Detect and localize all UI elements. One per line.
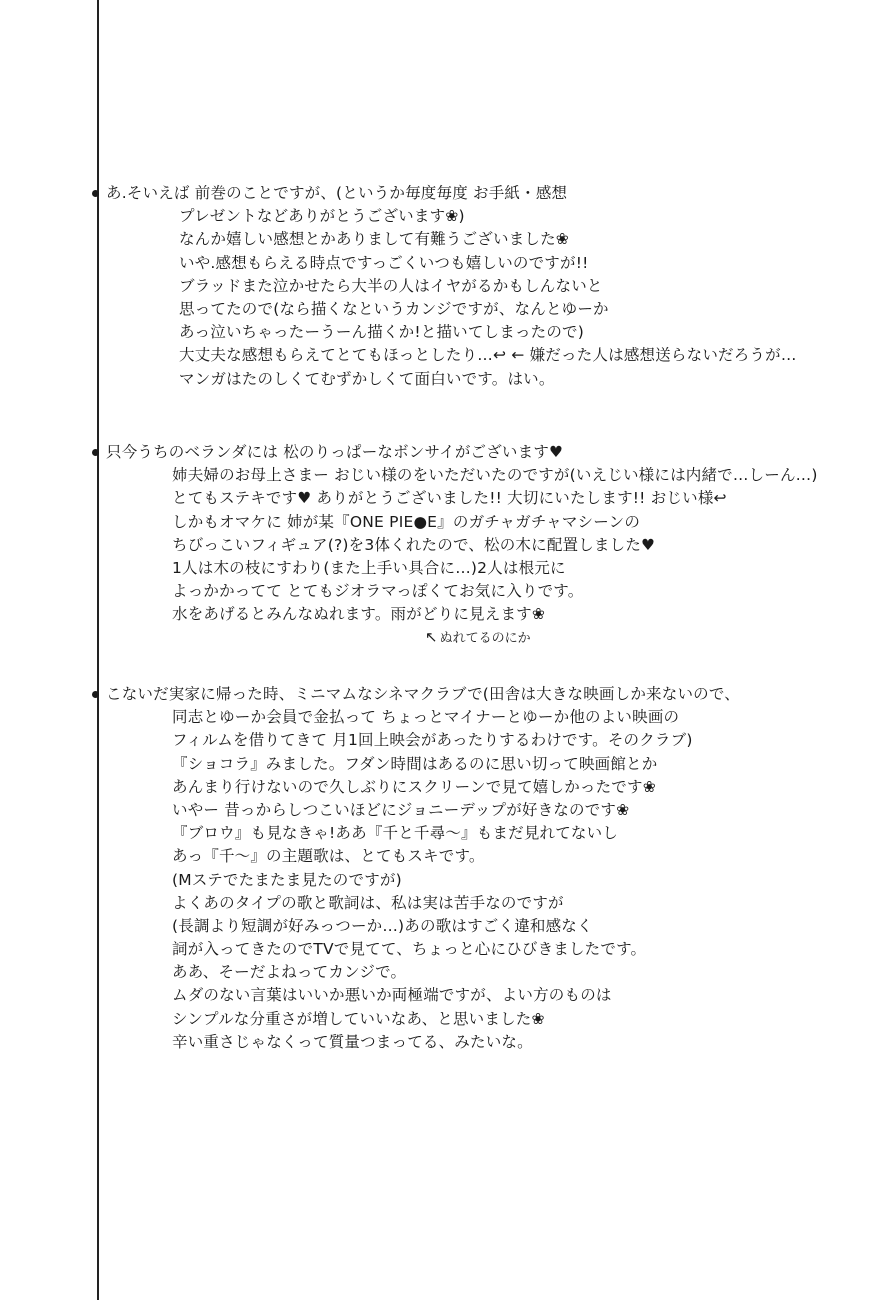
text-line: 詞が入ってきたのでTVで見てて、ちょっと心にひびきましたです。 bbox=[172, 940, 647, 959]
text-line: とてもステキです♥ ありがとうございました!! 大切にいたします!! おじい様↩ bbox=[172, 489, 727, 508]
note-section-1 bbox=[92, 182, 852, 391]
text-line: 1人は木の枝にすわり(また上手い具合に…)2人は根元に bbox=[172, 558, 566, 577]
text-line: なんか嬉しい感想とかありまして有難うございました❀ bbox=[179, 230, 569, 249]
note-section-3 bbox=[92, 683, 852, 1054]
text-line: いやー 昔っからしつこいほどにジョニーデップが好きなのです❀ bbox=[172, 800, 630, 819]
text-line: こないだ実家に帰った時、ミニマムなシネマクラブで(田舎は大きな映画しか来ないので、 bbox=[106, 685, 740, 703]
text-line: プレゼントなどありがとうございます❀) bbox=[179, 207, 465, 226]
text-line: ちびっこいフィギュア(?)を3体くれたので、松の木に配置しました♥ bbox=[172, 535, 656, 554]
text-line: ブラッドまた泣かせたら大半の人はイヤがるかもしんないと bbox=[179, 276, 603, 295]
text-line: 『ショコラ』みました。フダン時間はあるのに思い切って映画館とか bbox=[172, 754, 658, 773]
text-line: あんまり行けないので久しぶりにスクリーンで見て嬉しかったです❀ bbox=[172, 777, 656, 796]
arrow-up-left-icon: ↖ bbox=[425, 628, 438, 646]
text-line: フィルムを借りてきて 月1回上映会があったりするわけです。そのクラブ) bbox=[172, 731, 693, 750]
text-line: あっ『千〜』の主題歌は、とてもスキです。 bbox=[172, 847, 485, 866]
text-line: 辛い重さじゃなくって質量つまってる、みたいな。 bbox=[172, 1032, 533, 1051]
text-line: いや.感想もらえる時点ですっごくいつも嬉しいのですが!! bbox=[179, 253, 589, 272]
text-line: 同志とゆーか会員で金払って ちょっとマイナーとゆーか他のよい映画の bbox=[172, 708, 680, 727]
text-line: 『ブロウ』も見なきゃ!ああ『千と千尋〜』もまだ見れてないし bbox=[172, 824, 619, 843]
text-line: マンガはたのしくてむずかしくて面白いです。はい。 bbox=[179, 369, 555, 388]
text-line: あ.そいえば 前巻のことですが、(というか毎度毎度 お手紙・感想 bbox=[106, 184, 568, 202]
text-line: あっ泣いちゃったーうーん描くか!と描いてしまったので) bbox=[179, 323, 585, 342]
text-line: (Mステでたまたま見たのですが) bbox=[172, 870, 402, 889]
text-line: 大丈夫な感想もらえてとてもほっとしたり…↩ ← 嫌だった人は感想送らないだろうが… bbox=[179, 346, 797, 365]
side-note bbox=[425, 627, 531, 649]
text-line: よくあのタイプの歌と歌詞は、私は実は苦手なのですが bbox=[172, 893, 564, 912]
text-line: ムダのない言葉はいいか悪いか両極端ですが、よい方のものは bbox=[172, 986, 612, 1005]
text-line: 只今うちのベランダには 松のりっぱーなボンサイがございます♥ bbox=[106, 443, 564, 461]
note-section-2 bbox=[92, 441, 852, 627]
text-line: (長調より短調が好みっつーか…)あの歌はすごく違和感なく bbox=[172, 916, 593, 935]
text-line: シンプルな分重さが増していいなあ、と思いました❀ bbox=[172, 1009, 545, 1028]
text-line: 水をあげるとみんなぬれます。雨がどりに見えます❀ bbox=[172, 605, 546, 624]
text-line: しかもオマケに 姉が某『ONE PIE●E』のガチャガチャマシーンの bbox=[172, 512, 641, 531]
text-line: 思ってたので(なら描くなというカンジですが、なんとゆーか bbox=[179, 299, 609, 318]
text-line: ああ、そーだよねってカンジで。 bbox=[172, 963, 407, 982]
text-line: よっかかってて とてもジオラマっぽくてお気に入りです。 bbox=[172, 582, 584, 601]
text-line: 姉夫婦のお母上さまー おじい様のをいただいたのですが(いえじい様には内緒で…しーん…) bbox=[172, 466, 818, 485]
side-note-text: ぬれてるのにか bbox=[439, 631, 531, 646]
